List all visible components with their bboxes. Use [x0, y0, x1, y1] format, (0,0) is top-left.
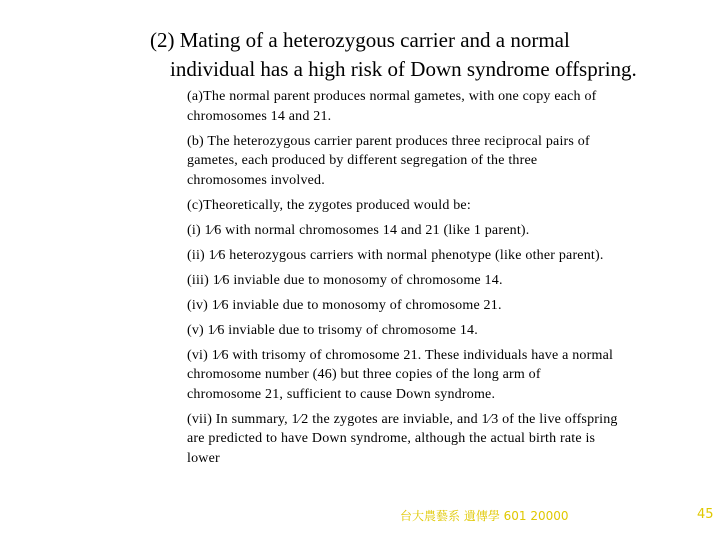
- point-a: [187, 87, 667, 126]
- heading-line-1: (2) Mating of a heterozygous carrier and a normal: [150, 28, 570, 52]
- point-iv: [187, 296, 667, 316]
- point-line: (iv) 1⁄6 inviable due to monosomy of chromosome 21.: [187, 297, 502, 313]
- point-c: [187, 196, 667, 216]
- point-line: chromosome 21, sufficient to cause Down syndrome.: [187, 386, 496, 402]
- page-number: 45: [697, 507, 714, 522]
- point-line: (vi) 1⁄6 with trisomy of chromosome 21. These individuals have a normal: [187, 347, 614, 363]
- point-vi: [187, 346, 667, 405]
- footer-course-label: 台大農藝系 遺傳學 601 20000: [400, 509, 569, 523]
- point-line: (i) 1⁄6 with normal chromosomes 14 and 21 (like 1 parent).: [187, 222, 530, 238]
- heading-line-2: individual has a high risk of Down syndrome offspring.: [170, 57, 637, 81]
- point-line: are predicted to have Down syndrome, although the actual birth rate is: [187, 431, 596, 446]
- point-line: chromosomes 14 and 21.: [187, 108, 332, 124]
- point-line: (v) 1⁄6 inviable due to trisomy of chromosome 14.: [187, 322, 478, 338]
- point-line: (b) The heterozygous carrier parent produces three reciprocal pairs of: [187, 133, 590, 149]
- point-line: (iii) 1⁄6 inviable due to monosomy of chromosome 14.: [187, 272, 503, 288]
- point-list: [187, 87, 667, 474]
- point-v: [187, 321, 667, 341]
- point-line: gametes, each produced by different segregation of the three: [187, 153, 538, 168]
- point-line: chromosomes involved.: [187, 172, 325, 188]
- point-iii: [187, 271, 667, 291]
- point-line: (ii) 1⁄6 heterozygous carriers with normal phenotype (like other parent).: [187, 247, 604, 263]
- point-line: (a)The normal parent produces normal gametes, with one copy each of: [187, 89, 597, 104]
- point-line: (vii) In summary, 1⁄2 the zygotes are inviable, and 1⁄3 of the live offspring: [187, 411, 618, 427]
- point-line: lower: [187, 450, 220, 466]
- point-line: (c)Theoretically, the zygotes produced would be:: [187, 197, 471, 213]
- slide-heading: [150, 26, 690, 84]
- point-i: [187, 221, 667, 241]
- point-b: [187, 132, 667, 191]
- point-vii: [187, 410, 667, 469]
- point-ii: [187, 246, 667, 266]
- point-line: chromosome number (46) but three copies of the long arm of: [187, 367, 541, 382]
